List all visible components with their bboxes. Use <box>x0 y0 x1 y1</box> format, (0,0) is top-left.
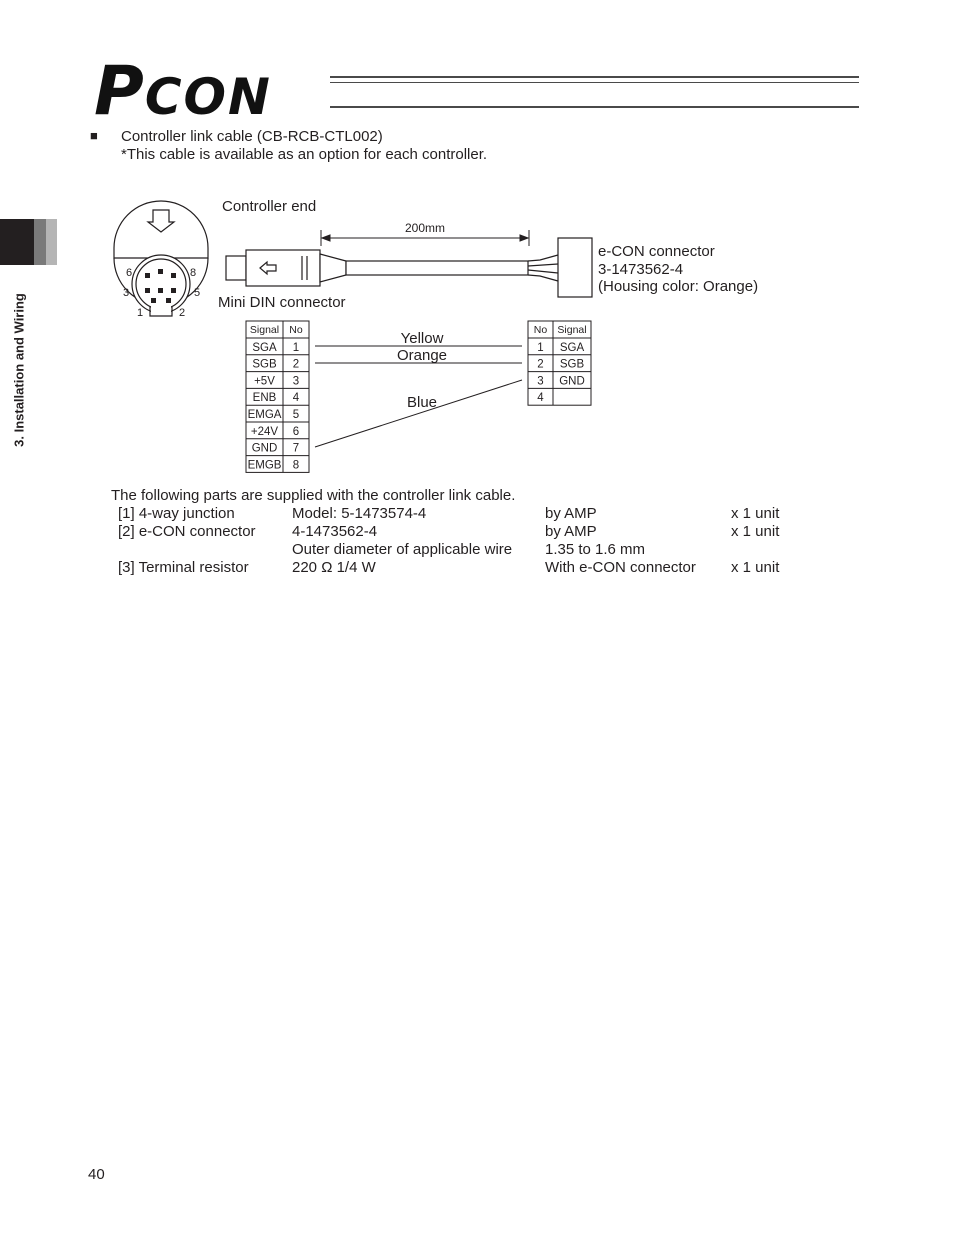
part-name: [1] 4-way junction <box>118 505 235 522</box>
table-cell: 6 <box>292 425 300 438</box>
econ-connector-body <box>558 238 592 297</box>
table-cell: SGA <box>559 341 585 354</box>
part-qty: x 1 unit <box>731 523 780 540</box>
part-name: [2] e-CON connector <box>118 523 256 540</box>
table-cell: 4 <box>292 392 300 405</box>
logo-p: P <box>94 52 145 131</box>
table-cell: EMGB <box>247 459 282 472</box>
table-cell: 8 <box>292 459 300 472</box>
pin-number: 2 <box>179 307 186 319</box>
wire-yellow-label: Yellow <box>400 330 444 347</box>
table-header: No <box>289 324 303 336</box>
part-model: Outer diameter of applicable wire <box>292 541 513 558</box>
din-pin <box>158 288 163 293</box>
table-header: Signal <box>557 324 587 336</box>
pin-number: 5 <box>194 287 201 299</box>
table-cell: +24V <box>250 425 279 438</box>
table-cell: 3 <box>292 375 300 388</box>
table-cell: GND <box>251 442 278 455</box>
table-cell: 4 <box>537 392 544 405</box>
table-cell: +5V <box>254 375 275 388</box>
table-header: No <box>533 324 548 336</box>
din-pin <box>151 298 156 303</box>
part-maker: by AMP <box>545 505 597 522</box>
table-cell: 1 <box>537 341 544 354</box>
table-cell: ENB <box>252 392 277 405</box>
din-pin <box>145 288 150 293</box>
cable-sheath <box>346 261 528 275</box>
cable-title: Controller link cable (CB-RCB-CTL002) <box>121 128 383 145</box>
part-maker: With e-CON connector <box>545 559 696 576</box>
din-pin <box>171 273 176 278</box>
left-signal-table <box>246 321 309 472</box>
mini-din-label: Mini DIN connector <box>218 294 346 311</box>
table-cell: 2 <box>537 358 544 371</box>
plug-tip <box>226 256 246 280</box>
pin-number: 1 <box>137 307 144 319</box>
table-cell: 5 <box>292 409 300 421</box>
econ-label-3: (Housing color: Orange) <box>598 278 759 295</box>
strain-relief <box>320 254 346 282</box>
table-cell: 7 <box>292 442 300 455</box>
table-cell: SGB <box>252 358 277 371</box>
length-label: 200mm <box>404 221 446 235</box>
cable-note: *This cable is available as an option for each controller. <box>121 146 488 163</box>
table-cell: 2 <box>292 358 300 371</box>
bullet-icon: ■ <box>90 128 98 143</box>
controller-end-label: Controller end <box>222 198 317 215</box>
part-qty: x 1 unit <box>731 559 780 576</box>
table-cell: SGA <box>252 341 277 354</box>
part-model: 220 Ω 1/4 W <box>292 559 376 576</box>
wire-blue-label: Blue <box>406 394 438 411</box>
pin-number: 6 <box>126 267 133 279</box>
parts-intro: The following parts are supplied with the controller link cable. <box>111 487 516 504</box>
table-cell: SGB <box>559 358 585 371</box>
wire-orange-label: Orange <box>396 347 448 364</box>
table-header: Signal <box>249 324 280 336</box>
part-maker: by AMP <box>545 523 597 540</box>
wire-blue <box>315 380 522 447</box>
din-pin <box>158 269 163 274</box>
part-qty: x 1 unit <box>731 505 780 522</box>
din-pin <box>171 288 176 293</box>
pin-number: 8 <box>190 267 197 279</box>
table-cell: EMGA <box>247 409 282 421</box>
econ-label-2: 3-1473562-4 <box>598 261 684 278</box>
page-number: 40 <box>88 1166 105 1183</box>
table-cell: 3 <box>537 375 544 388</box>
econ-label-1: e-CON connector <box>598 243 715 260</box>
part-model: Model: 5-1473574-4 <box>292 505 427 522</box>
right-signal-table <box>528 321 591 405</box>
chapter-label: 3. Installation and Wiring <box>11 293 27 447</box>
table-cell: GND <box>559 375 585 388</box>
plug-body <box>246 250 320 286</box>
part-model: 4-1473562-4 <box>292 523 378 540</box>
din-pin <box>166 298 171 303</box>
logo-con: CON <box>144 68 272 126</box>
din-pin <box>145 273 150 278</box>
part-maker: 1.35 to 1.6 mm <box>545 541 646 558</box>
cable-drawing <box>226 238 592 297</box>
part-name: [3] Terminal resistor <box>118 559 249 576</box>
pin-number: 3 <box>123 287 130 299</box>
table-cell: 1 <box>292 341 300 354</box>
